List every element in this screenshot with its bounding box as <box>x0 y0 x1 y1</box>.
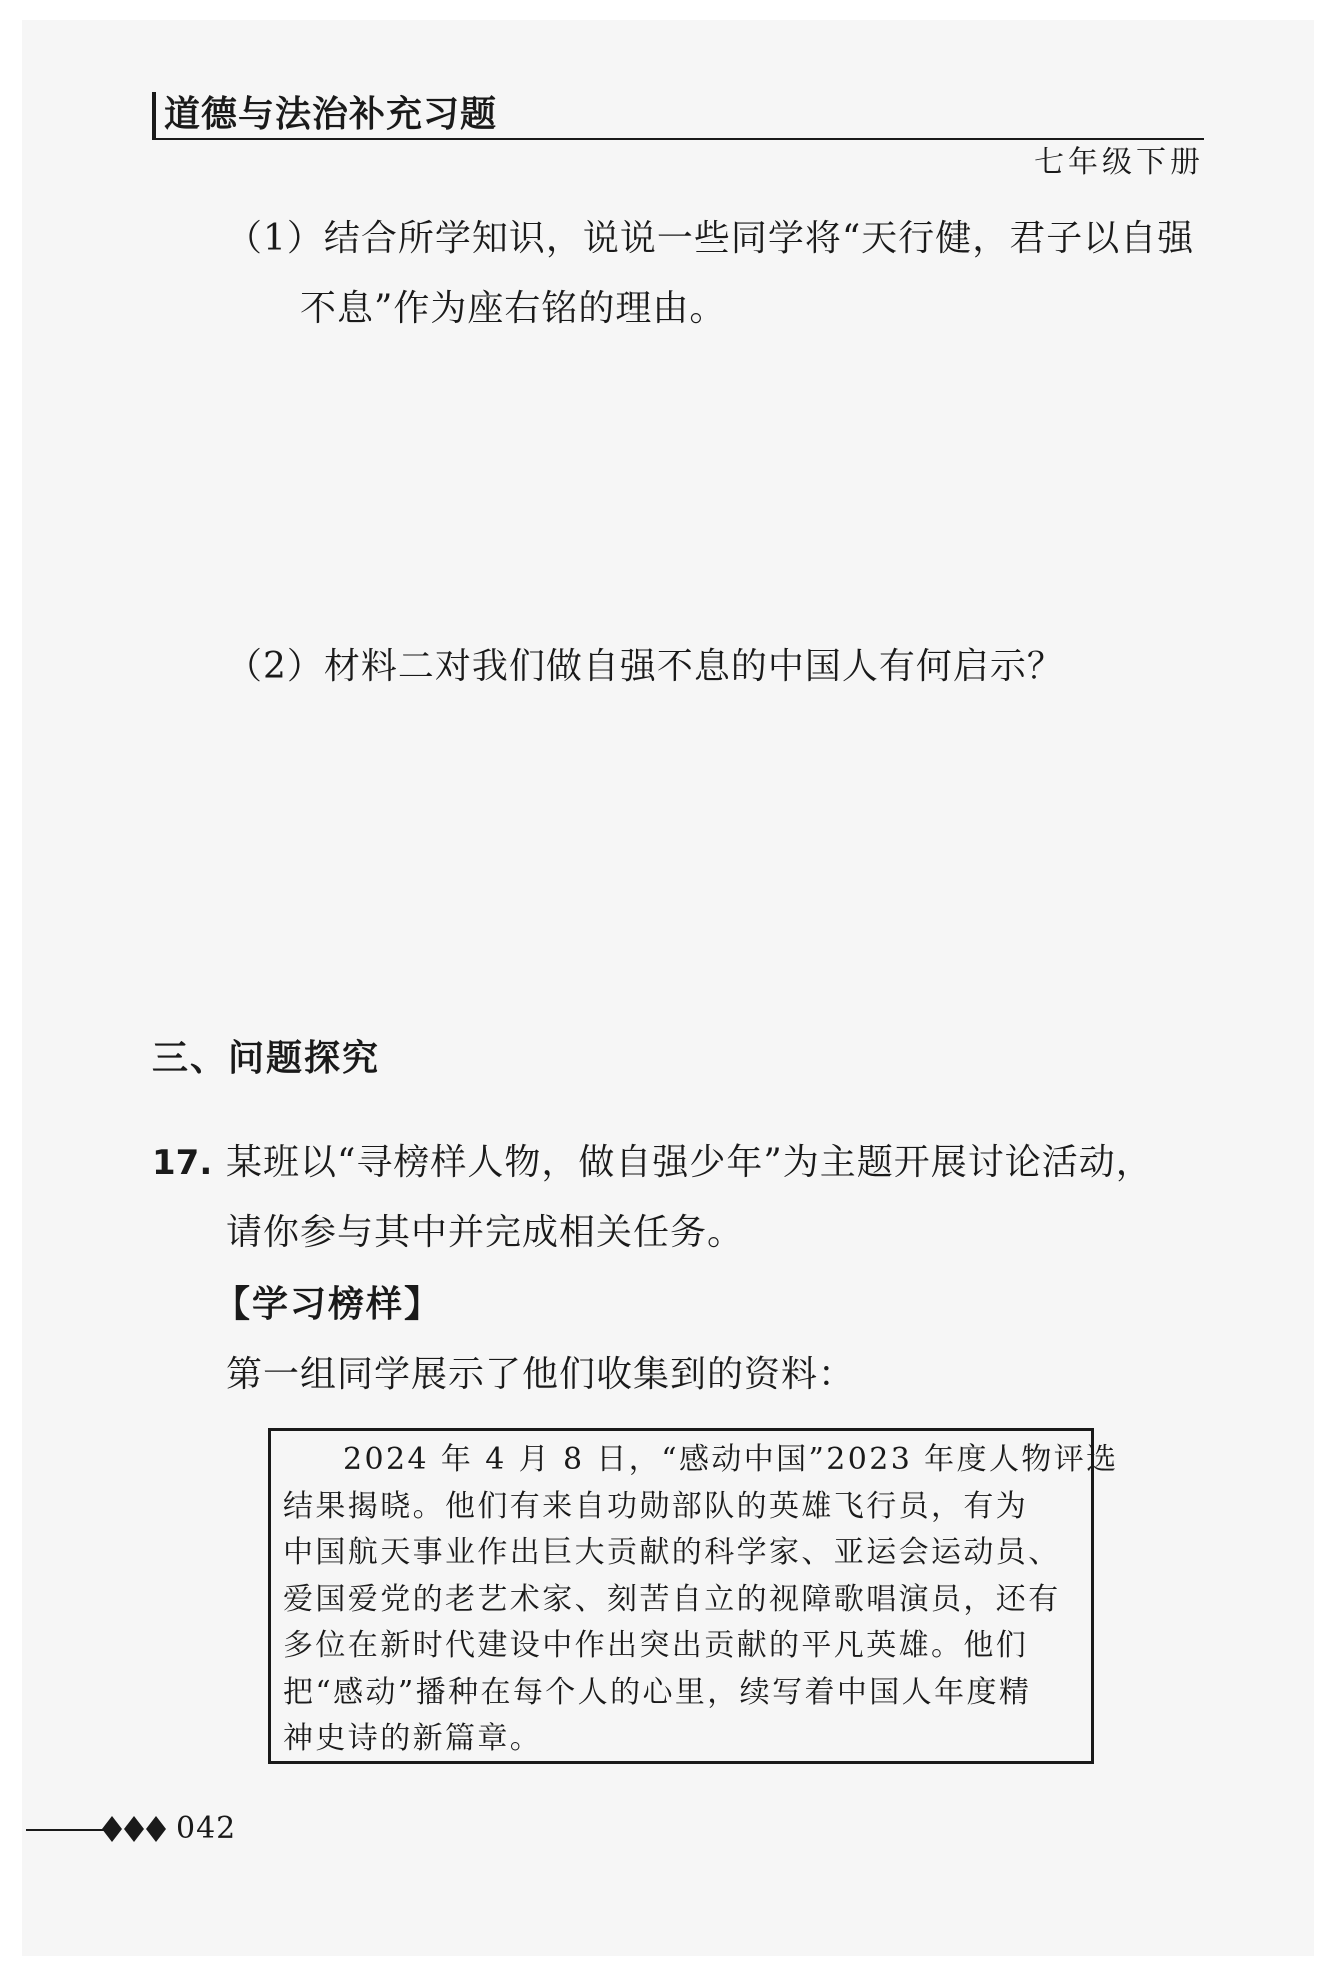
material-line: 爱国爱党的老艺术家、刻苦自立的视障歌唱演员，还有 <box>283 1581 1061 1617</box>
q16-part1-line2: 不息”作为座右铭的理由。 <box>300 288 727 329</box>
page-number: 042 <box>176 1811 237 1846</box>
q17-intro: 第一组同学展示了他们收集到的资料： <box>226 1354 856 1395</box>
triple-diamond-icon <box>102 1812 166 1846</box>
material-line: 多位在新时代建设中作出突出贡献的平凡英雄。他们 <box>283 1628 1029 1663</box>
q16-part1-line1: （1）结合所学知识，说说一些同学将“天行健，君子以自强 <box>226 218 1195 259</box>
section-heading: 三、问题探究 <box>152 1038 381 1079</box>
learn-model-subheading: 【学习榜样】 <box>214 1284 443 1325</box>
material-line: 中国航天事业作出巨大贡献的科学家、亚运会运动员、 <box>283 1535 1061 1570</box>
material-box <box>268 1428 1119 1764</box>
q17-line1: 某班以“寻榜样人物，做自强少年”为主题开展讨论活动， <box>226 1142 1153 1183</box>
q17-line2: 请你参与其中并完成相关任务。 <box>226 1212 745 1253</box>
grade-label: 七年级下册 <box>1034 145 1204 180</box>
material-line: 结果揭晓。他们有来自功勋部队的英雄飞行员，有为 <box>283 1488 1029 1524</box>
header-rule <box>152 138 1204 140</box>
q17-number: 17. <box>152 1143 213 1183</box>
material-line: 神史诗的新篇章。 <box>283 1721 543 1756</box>
material-line: 2024 年 4 月 8 日，“感动中国”2023 年度人物评选 <box>343 1442 1119 1477</box>
footer-rule <box>26 1829 104 1831</box>
header-accent-bar <box>152 92 156 138</box>
material-line: 把“感动”播种在每个人的心里，续写着中国人年度精 <box>283 1674 1032 1710</box>
book-title: 道德与法治补充习题 <box>164 94 498 135</box>
q16-part2: （2）材料二对我们做自强不息的中国人有何启示？ <box>226 646 1064 687</box>
